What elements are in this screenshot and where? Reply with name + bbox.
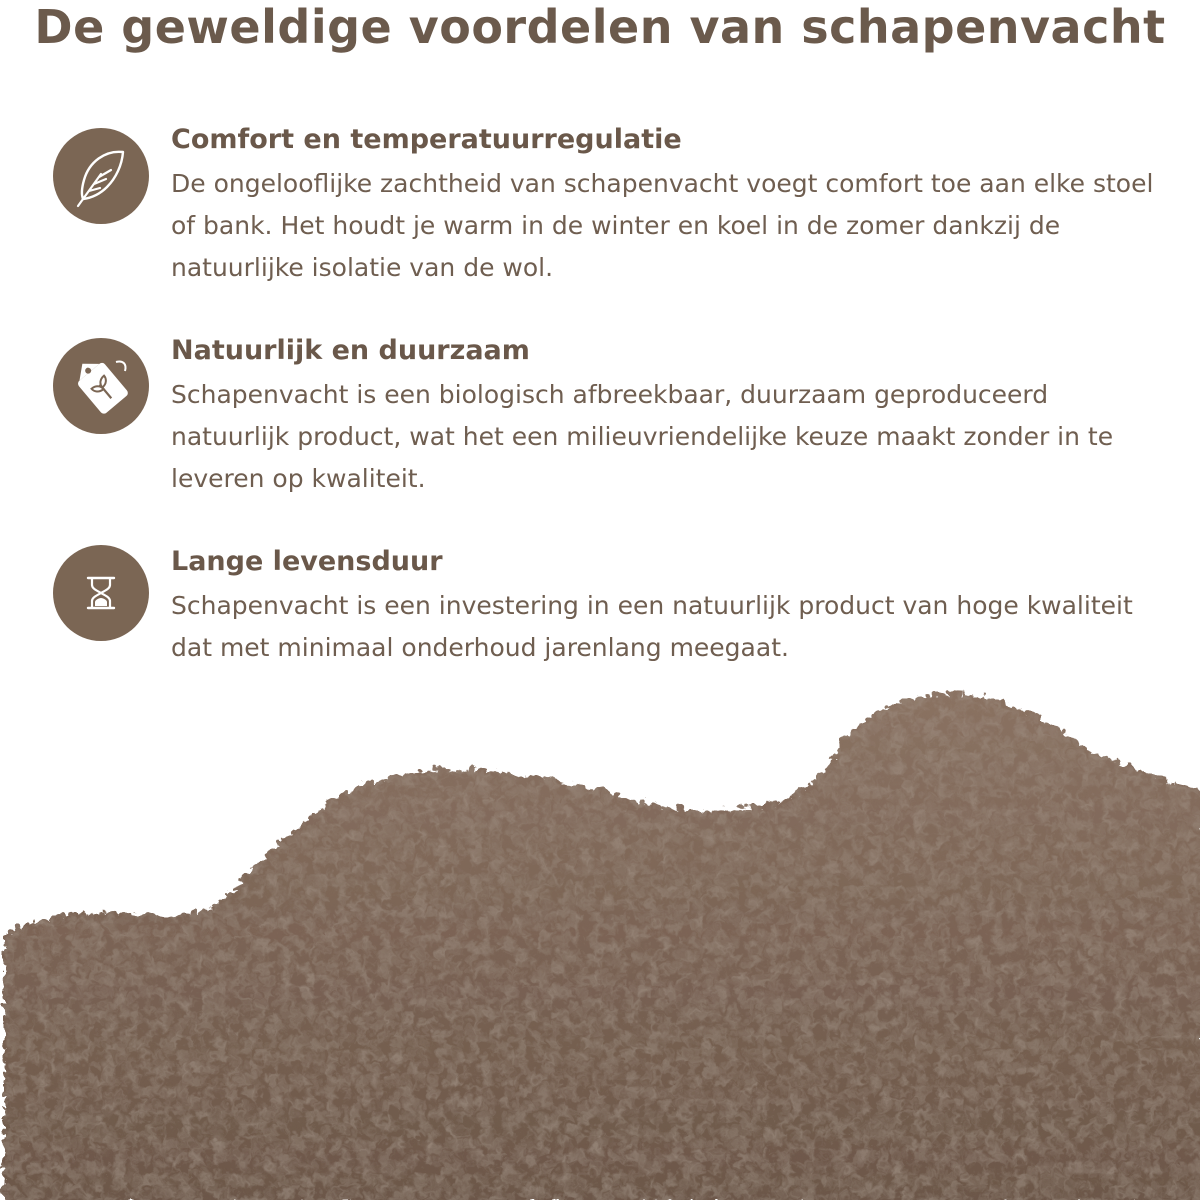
benefit-heading: Lange levensduur	[171, 546, 443, 577]
feather-icon	[53, 128, 149, 224]
benefit-text: Schapenvacht is een biologisch afbreekbaar, duurzaam geproduceerd natuurlijk product, wat het een milieuvriendelijke keuze maakt zonder in te leveren op kwaliteit.	[171, 380, 1114, 493]
benefit-heading: Comfort en temperatuurregulatie	[171, 124, 682, 155]
page-title: De geweldige voordelen van schapenvacht	[34, 0, 1166, 54]
benefit-heading: Natuurlijk en duurzaam	[171, 335, 530, 366]
hourglass-icon	[53, 545, 149, 641]
benefit-text: Schapenvacht is een investering in een natuurlijk product van hoge kwaliteit dat met minimaal onderhoud jarenlang meegaat.	[171, 591, 1133, 662]
sheepskin-image	[0, 660, 1200, 1200]
benefit-text: De ongelooflijke zachtheid van schapenvacht voegt comfort toe aan elke stoel of bank. Het houdt je warm in de winter en koel in de zomer dankzij de natuurlijke isolatie van de wol.	[171, 169, 1154, 282]
eco-tag-icon	[53, 338, 149, 434]
